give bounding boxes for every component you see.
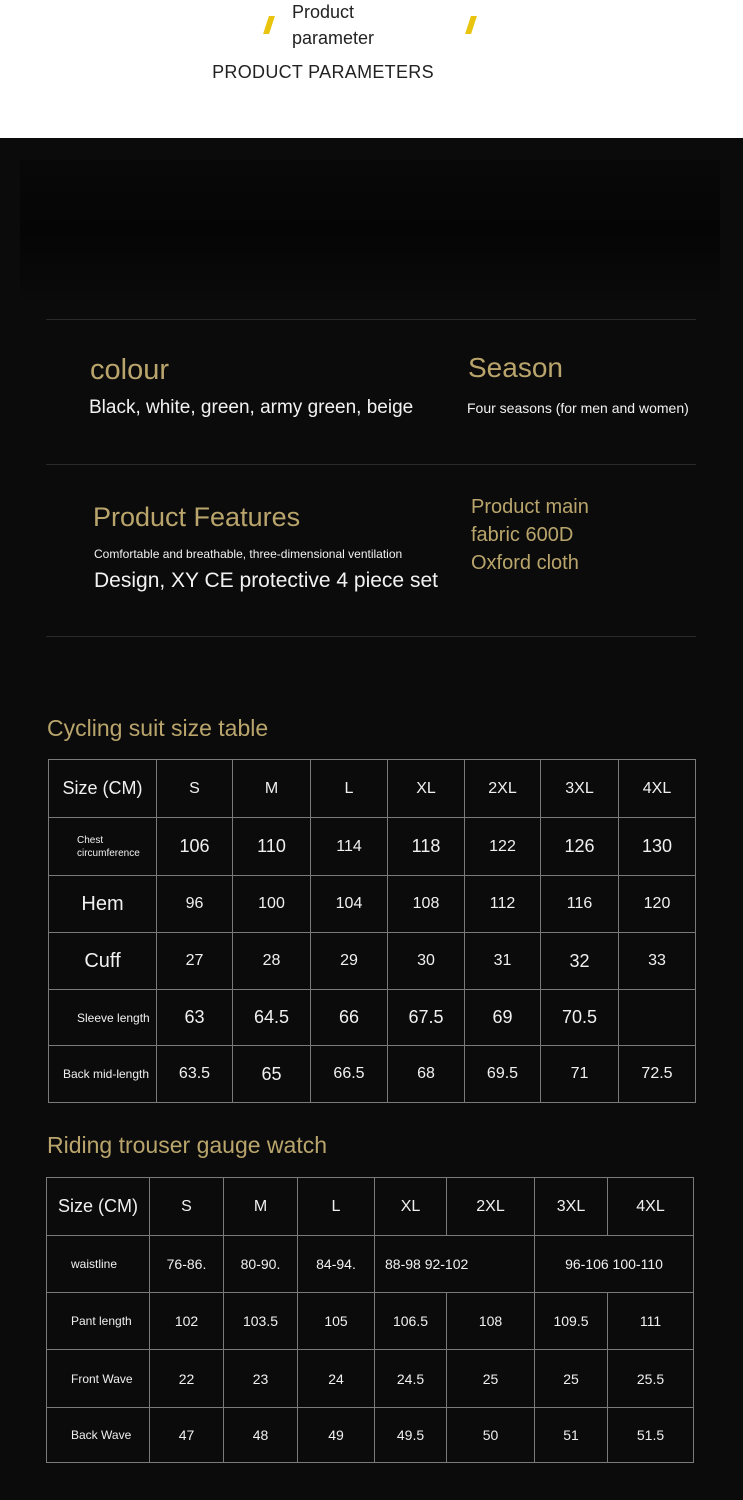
table-cell: 72.5 [619,1046,696,1103]
season-value: Four seasons (for men and women) [467,400,689,416]
table-cell: 112 [465,876,541,933]
table-cell: 102 [150,1293,224,1350]
table-cell: 80-90. [224,1236,298,1293]
table-cell: 118 [388,818,465,876]
table-cell: 29 [311,933,388,990]
table-cell: 63 [157,990,233,1046]
table-cell: 100 [233,876,311,933]
table-cell: 103.5 [224,1293,298,1350]
table-cell: 122 [465,818,541,876]
size-col-m: M [233,760,311,818]
features-line1: Comfortable and breathable, three-dimensional ventilation [94,547,403,561]
accent-mark-right [465,16,477,34]
table-cell: 109.5 [535,1293,608,1350]
table-cell: 30 [388,933,465,990]
trouser-size-table [46,1177,694,1463]
features-label: Product Features [93,502,301,532]
size-header: Size (CM) [49,760,157,818]
table-cell: 65 [233,1046,311,1103]
table-row [47,1408,694,1463]
table-cell: 25.5 [608,1350,694,1408]
suit-table-title: Cycling suit size table [47,715,269,741]
table-cell: 96 [157,876,233,933]
divider [46,464,696,465]
table-cell: 66.5 [311,1046,388,1103]
table-cell: 28 [233,933,311,990]
table-cell: 47 [150,1408,224,1463]
fabric-line3: Oxford cloth [471,552,579,574]
size-col-xl: XL [388,760,465,818]
table-cell: 68 [388,1046,465,1103]
colour-value: Black, white, green, army green, beige [89,397,414,418]
table-cell: 24 [298,1350,375,1408]
table-cell: 110 [233,818,311,876]
table-cell: 76-86. [150,1236,224,1293]
colour-label: colour [90,354,169,386]
table-cell: 49 [298,1408,375,1463]
size-col-m: M [224,1178,298,1236]
table-cell: 22 [150,1350,224,1408]
size-col-4xl: 4XL [619,760,696,818]
size-col-2xl: 2XL [465,760,541,818]
header-subtitle: PRODUCT PARAMETERS [212,62,434,82]
table-cell: 88-98 92-102 [375,1236,535,1293]
table-cell: 51 [535,1408,608,1463]
table-cell: 50 [447,1408,535,1463]
table-cell: 51.5 [608,1408,694,1463]
size-col-4xl: 4XL [608,1178,694,1236]
table-cell: 66 [311,990,388,1046]
season-label: Season [468,352,563,383]
table-row [47,1293,694,1350]
fabric-line2: fabric 600D [471,524,574,546]
row-label: Cuff [49,933,157,990]
divider [46,319,696,320]
dark-banner [20,160,720,300]
table-row [49,1046,696,1103]
table-cell: 33 [619,933,696,990]
table-row [47,1350,694,1408]
table-cell: 106 [157,818,233,876]
table-cell: 130 [619,818,696,876]
suit-size-table [48,759,696,1103]
fabric-line1: Product main [471,496,589,518]
table-cell: 108 [447,1293,535,1350]
size-col-l: L [298,1178,375,1236]
table-cell: 63.5 [157,1046,233,1103]
table-cell: 70.5 [541,990,619,1046]
table-cell: 25 [447,1350,535,1408]
table-cell: 104 [311,876,388,933]
accent-mark-left [263,16,275,34]
table-cell: 32 [541,933,619,990]
row-label: Pant length [47,1293,150,1350]
table-cell: 108 [388,876,465,933]
row-label: Sleeve length [49,990,157,1046]
table-cell: 84-94. [298,1236,375,1293]
row-label: Front Wave [47,1350,150,1408]
table-cell: 116 [541,876,619,933]
table-row [47,1236,694,1293]
size-col-s: S [157,760,233,818]
size-header: Size (CM) [47,1178,150,1236]
table-cell: 31 [465,933,541,990]
table-cell: 105 [298,1293,375,1350]
table-cell: 27 [157,933,233,990]
row-label: Hem [49,876,157,933]
size-col-2xl: 2XL [447,1178,535,1236]
features-line2: Design, XY CE protective 4 piece set [94,569,438,592]
table-cell: 71 [541,1046,619,1103]
table-cell: 49.5 [375,1408,447,1463]
table-cell: 111 [608,1293,694,1350]
table-cell: 106.5 [375,1293,447,1350]
row-label: Chest circumference [49,818,157,876]
size-col-3xl: 3XL [541,760,619,818]
table-cell: 24.5 [375,1350,447,1408]
table-row [49,933,696,990]
table-cell: 48 [224,1408,298,1463]
size-col-3xl: 3XL [535,1178,608,1236]
table-row [49,760,696,818]
table-cell: 120 [619,876,696,933]
divider [46,636,696,637]
table-cell [619,990,696,1046]
table-row [47,1178,694,1236]
table-row [49,876,696,933]
table-cell: 67.5 [388,990,465,1046]
table-row [49,990,696,1046]
table-cell: 69.5 [465,1046,541,1103]
size-col-s: S [150,1178,224,1236]
page-header [0,0,743,138]
row-label: Back mid-length [49,1046,157,1103]
size-col-l: L [311,760,388,818]
table-cell: 69 [465,990,541,1046]
table-cell: 23 [224,1350,298,1408]
table-cell: 114 [311,818,388,876]
table-row [49,818,696,876]
row-label: waistline [47,1236,150,1293]
table-cell: 126 [541,818,619,876]
table-cell: 25 [535,1350,608,1408]
size-col-xl: XL [375,1178,447,1236]
table-cell: 96-106 100-110 [535,1236,694,1293]
table-cell: 64.5 [233,990,311,1046]
trouser-table-title: Riding trouser gauge watch [47,1132,327,1158]
header-title: Product parameter [292,2,375,48]
row-label: Back Wave [47,1408,150,1463]
